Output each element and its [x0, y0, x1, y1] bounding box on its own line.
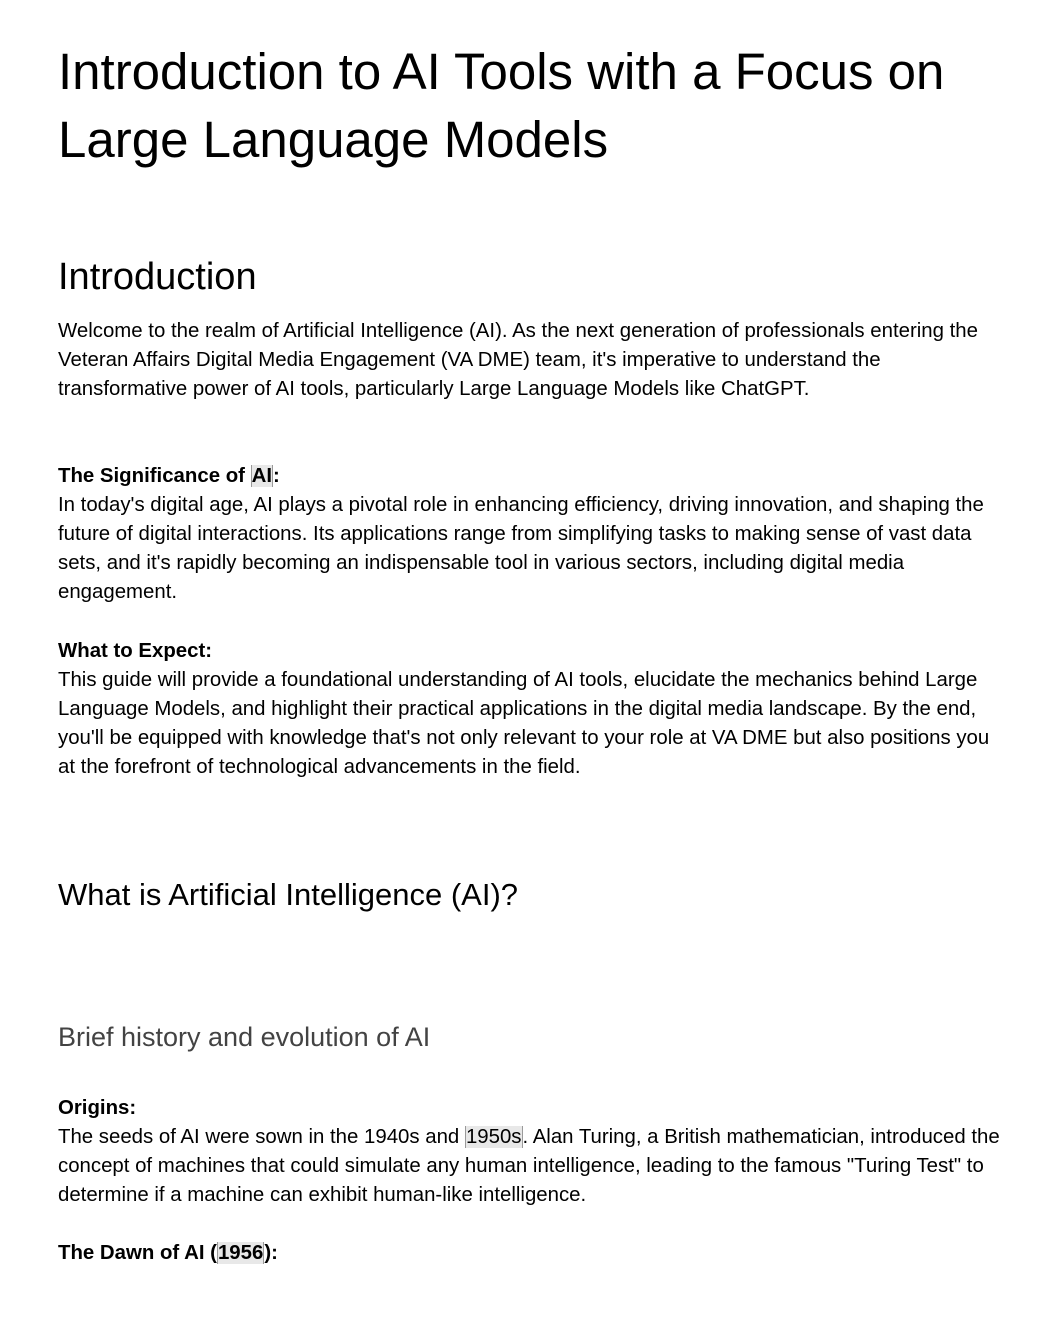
document-title: Introduction to AI Tools with a Focus on Large Language Models	[58, 43, 945, 168]
origins-label: Origins:	[58, 1097, 137, 1119]
significance-block	[58, 462, 1003, 607]
significance-body: In today's digital age, AI plays a pivotal role in enhancing efficiency, driving innovation, and shaping the future of digital interactions. Its applications range from simplifying tasks to making sense of vast data sets, and it's rapidly becoming an indispensable tool in various sectors, including digital media engagement.	[58, 494, 984, 603]
dawn-label-suffix: ):	[264, 1242, 278, 1264]
expectations-body: This guide will provide a foundational understanding of AI tools, elucidate the mechanics behind Large Language Models, and highlight their practical applications in the digital media landscape. By the end, you'll be equipped with knowledge that's not only relevant to your role at VA DME but also positions you at the forefront of technological advancements in the field.	[58, 669, 990, 778]
significance-label-suffix: :	[273, 465, 280, 487]
section-heading-what-is-ai: What is Artificial Intelligence (AI)?	[58, 877, 519, 912]
intro-paragraph: Welcome to the realm of Artificial Intelligence (AI). As the next generation of professionals entering the Veteran Affairs Digital Media Engagement (VA DME) team, it's imperative to understand the transformative power of AI tools, particularly Large Language Models like ChatGPT.	[58, 320, 978, 400]
origins-body-before: The seeds of AI were sown in the 1940s and	[58, 1126, 465, 1148]
origins-block	[58, 1094, 1003, 1210]
dawn-label	[58, 1242, 278, 1264]
dawn-label-prefix: The Dawn of AI (	[58, 1242, 217, 1264]
expectations-label: What to Expect:	[58, 640, 213, 662]
highlighted-text-1956[interactable]: 1956	[217, 1242, 264, 1264]
section-heading-introduction: Introduction	[58, 256, 257, 298]
dawn-block	[58, 1239, 1003, 1268]
significance-label-prefix: The Significance of	[58, 465, 251, 487]
expectations-block	[58, 637, 1003, 782]
highlighted-text-1950s[interactable]: 1950s	[465, 1126, 522, 1148]
origins-body-after: . Alan Turing, a British mathematician, introduced the concept of machines that could simulate any human intelligence, leading to the famous "Turing Test" to determine if a machine can exhibit human-like intelligence.	[58, 1126, 1000, 1206]
highlighted-text-ai[interactable]: AI	[251, 465, 273, 487]
subsection-heading-history: Brief history and evolution of AI	[58, 1022, 431, 1052]
significance-label	[58, 465, 280, 487]
